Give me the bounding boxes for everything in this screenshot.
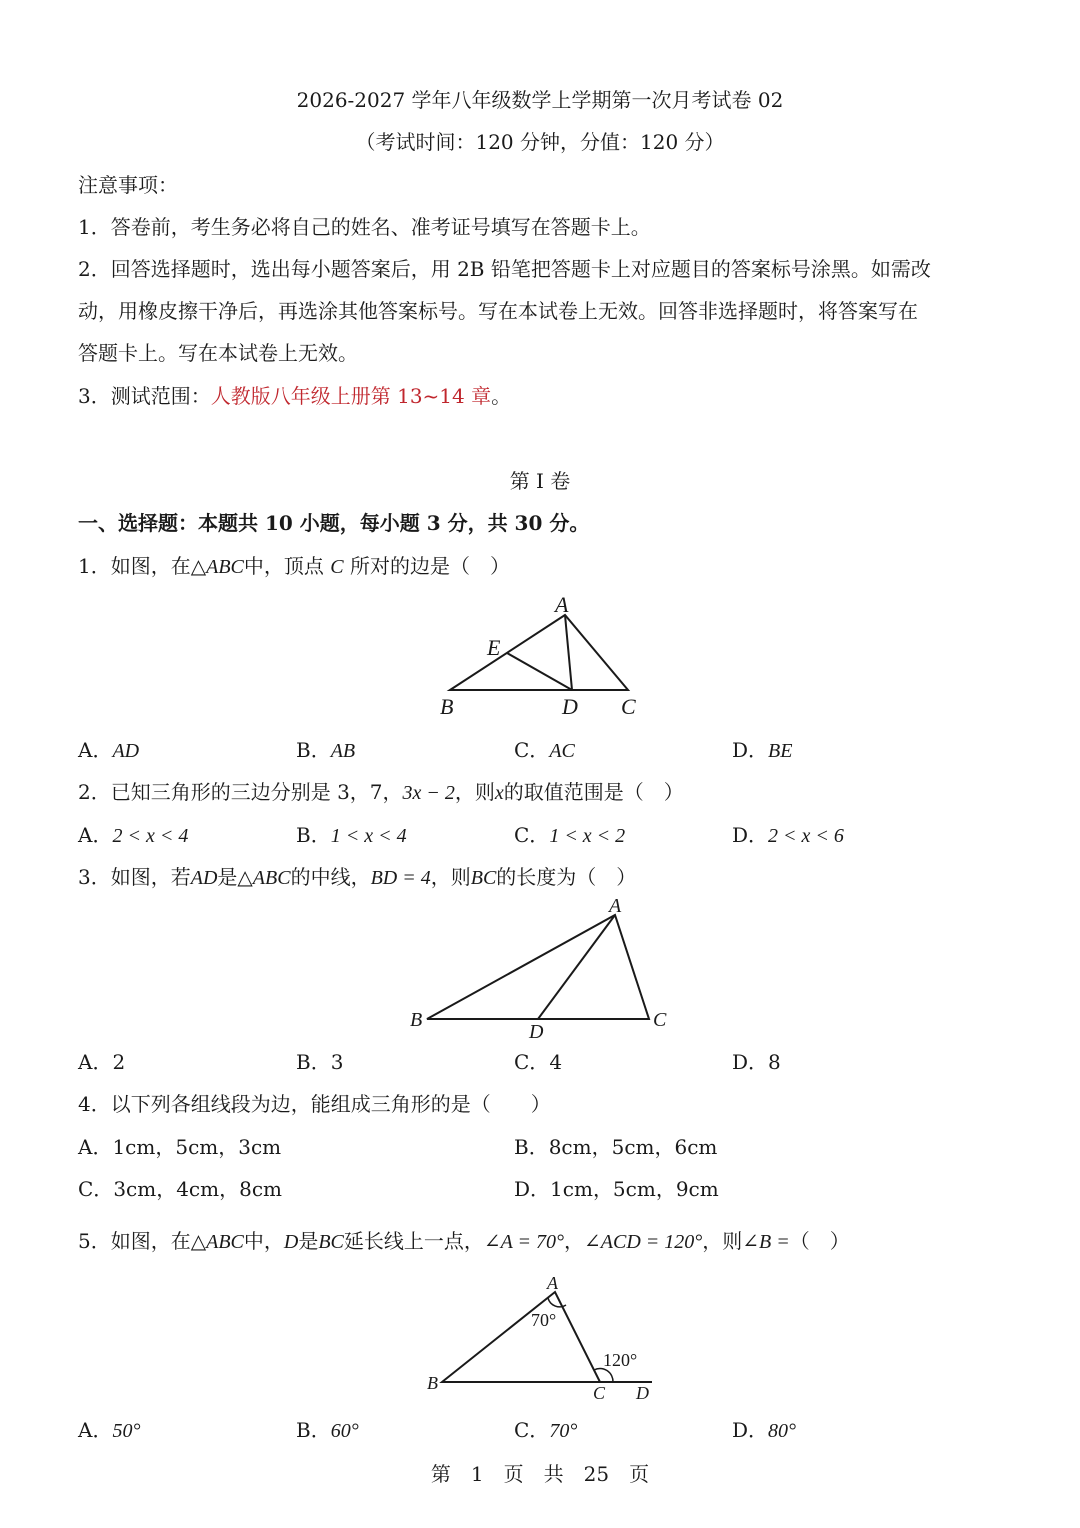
q5-option-c: C．70° <box>514 1418 578 1442</box>
q2-option-b: B．1 < x < 4 <box>296 823 407 847</box>
q2-option-c: C．1 < x < 2 <box>514 823 626 847</box>
q1-option-d: D．BE <box>732 738 793 762</box>
label-b: B <box>410 1009 423 1031</box>
q4-option-a: A．1cm，5cm，3cm <box>78 1135 282 1159</box>
q3-option-d: D．8 <box>732 1050 781 1074</box>
q1-option-c: C．AC <box>514 738 575 762</box>
page-footer: 第 1 页 共 25 页 <box>430 1462 650 1486</box>
notes-heading: 注意事项： <box>78 173 178 197</box>
question-5-stem: 5．如图，在△ABC中，D是BC延长线上一点，∠A = 70°，∠ACD = 120°，则∠B =（ ） <box>78 1229 850 1253</box>
angle-acd-label: 120° <box>603 1350 638 1370</box>
label-c: C <box>621 694 636 719</box>
volume-title: 第 I 卷 <box>509 469 571 493</box>
label-d: D <box>529 1021 544 1043</box>
label-a: A <box>609 895 622 917</box>
q3-option-b: B．3 <box>296 1050 344 1074</box>
note-2-line-1: 2．回答选择题时，选出每小题答案后，用 2B 铅笔把答题卡上对应题目的答案标号涂黑。如需改 <box>78 257 931 281</box>
question-1-stem: 1．如图，在△ABC中，顶点 C 所对的边是（ ） <box>78 554 510 578</box>
q2-option-a: A．2 < x < 4 <box>78 823 189 847</box>
note-2-line-3: 答题卡上。写在本试卷上无效。 <box>78 341 358 365</box>
label-b: B <box>427 1373 438 1393</box>
angle-a-label: 70° <box>531 1310 557 1330</box>
exam-title: 2026-2027 学年八年级数学上学期第一次月考试卷 02 <box>296 88 784 112</box>
segment-ad <box>565 615 572 690</box>
q3-option-a: A．2 <box>78 1050 126 1074</box>
note-3 <box>78 383 511 409</box>
q5-option-d: D．80° <box>732 1418 797 1442</box>
section-heading: 一、选择题：本题共 10 小题，每小题 3 分，共 30 分。 <box>78 511 590 535</box>
segment-de <box>507 653 572 690</box>
question-5-figure <box>420 1272 680 1402</box>
q1-option-a: A．AD <box>78 738 140 762</box>
note-2-line-2: 动，用橡皮擦干净后，再选涂其他答案标号。写在本试卷上无效。回答非选择题时，将答案写在 <box>78 299 918 323</box>
label-a: A <box>547 1273 558 1293</box>
q3-option-c: C．4 <box>514 1050 563 1074</box>
question-3-stem: 3．如图，若AD是△ABC的中线，BD = 4，则BC的长度为（ ） <box>78 865 637 889</box>
label-d: D <box>636 1383 649 1403</box>
note-1: 1．答卷前，考生务必将自己的姓名、准考证号填写在答题卡上。 <box>78 215 651 239</box>
question-4-stem: 4．以下列各组线段为边，能组成三角形的是（ ） <box>78 1092 551 1116</box>
q1-option-b: B．AB <box>296 738 356 762</box>
q4-option-d: D．1cm，5cm，9cm <box>514 1177 719 1201</box>
question-1-figure <box>425 590 685 720</box>
triangle-abc <box>427 915 649 1019</box>
q4-option-c: C．3cm，4cm，8cm <box>78 1177 282 1201</box>
label-d: D <box>562 694 578 719</box>
label-b: B <box>440 694 454 719</box>
q4-option-b: B．8cm，5cm，6cm <box>514 1135 718 1159</box>
q5-option-b: B．60° <box>296 1418 359 1442</box>
note-3-range: 人教版八年级上册第 13~14 章 <box>210 384 492 408</box>
question-2-stem: 2．已知三角形的三边分别是 3，7，3x − 2，则x的取值范围是（ ） <box>78 780 684 804</box>
question-3-figure <box>405 895 685 1043</box>
q5-option-a: A．50° <box>78 1418 141 1442</box>
triangle-abc <box>450 615 628 690</box>
exam-subtitle: （考试时间：120 分钟，分值：120 分） <box>355 130 725 154</box>
median-ad <box>538 915 615 1019</box>
angle-a-arc <box>548 1298 566 1307</box>
label-a: A <box>555 592 569 617</box>
note-3-suffix: 。 <box>491 384 512 408</box>
label-e: E <box>487 635 501 660</box>
triangle-abc <box>442 1292 600 1382</box>
q2-option-d: D．2 < x < 6 <box>732 823 844 847</box>
note-3-prefix: 3．测试范围： <box>78 384 211 408</box>
label-c: C <box>653 1009 667 1031</box>
label-c: C <box>593 1383 606 1403</box>
